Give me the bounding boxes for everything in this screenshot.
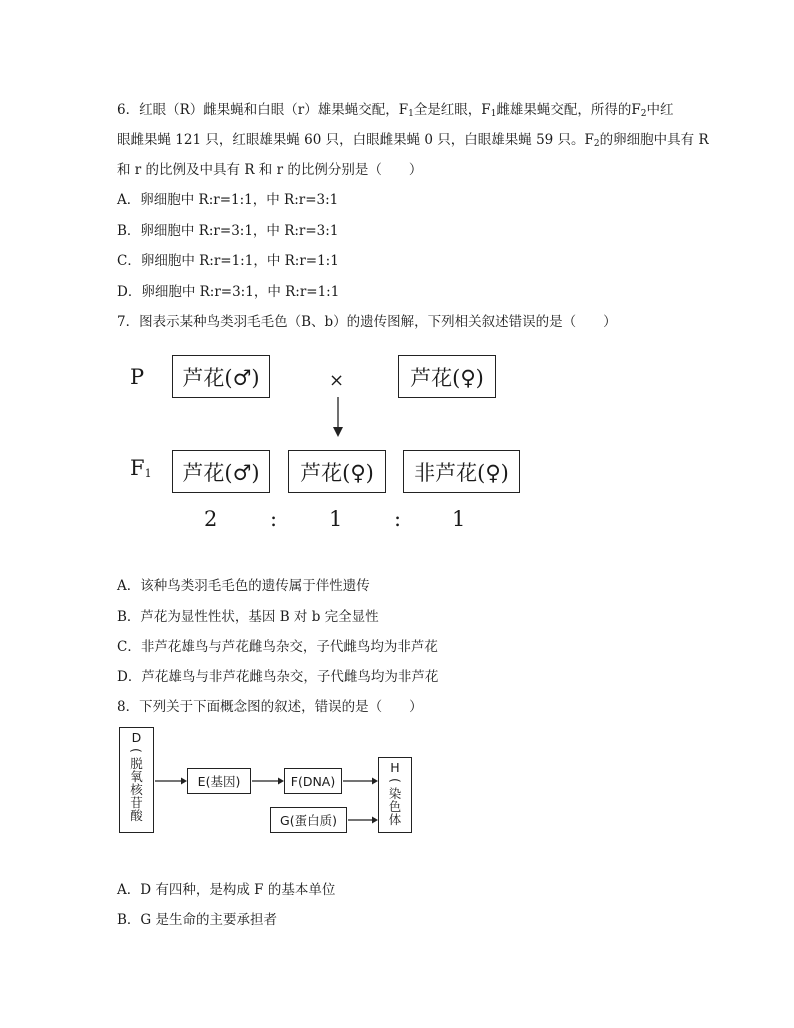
q6-text: 6．红眼（R）雌果蝇和白眼（r）雄果蝇交配，F (117, 102, 409, 118)
q8-stem: 8．下列关于下面概念图的叙述，错误的是（ ） (117, 699, 423, 715)
concept-g-box: G(蛋白质) (270, 807, 347, 833)
char: D (131, 730, 142, 745)
ratio-value-2: 1 (329, 507, 343, 531)
q6-text: 中红 (646, 102, 674, 118)
q7-option-b: B．芦花为显性性状，基因 B 对 b 完全显性 (117, 609, 379, 625)
q6-text: 的卵细胞中具有 R (599, 132, 709, 148)
f1-child-non-barred-female-box: 非芦花(♀) (403, 450, 520, 493)
parent-female-box: 芦花(♀) (398, 355, 496, 398)
char: 酸 (130, 808, 143, 823)
cross-symbol: × (329, 370, 345, 391)
char: 核 (130, 782, 143, 797)
char: 色 (388, 799, 402, 814)
arrow-e-to-f-head (278, 778, 284, 785)
arrow-f-to-h-head (372, 778, 378, 785)
char: ( (128, 748, 144, 753)
q6-text: 雌雄果蝇交配，所得的F (496, 102, 641, 118)
q6-option-b: B．卵细胞中 R:r=3:1，中 R:r=3:1 (117, 223, 339, 239)
char: 染 (388, 786, 402, 801)
q7-option-d: D．芦花雄鸟与非芦花雌鸟杂交，子代雌鸟均为非芦花 (117, 669, 439, 685)
f1-letter: F (130, 456, 145, 480)
q6-option-c: C．卵细胞中 R:r=1:1，中 R:r=1:1 (117, 253, 339, 269)
ratio-colon-2: : (394, 507, 402, 531)
subscript: 1 (144, 467, 152, 480)
char: 脱 (130, 756, 143, 771)
q6-option-d: D．卵细胞中 R:r=3:1，中 R:r=1:1 (117, 284, 340, 300)
f1-child-male-box: 芦花(♂) (172, 450, 270, 493)
q6-text: 眼雌果蝇 121 只，红眼雄果蝇 60 只，白眼雌果蝇 0 只，白眼雄果蝇 59 只。F (117, 132, 594, 148)
parent-male-box: 芦花(♂) (172, 355, 270, 398)
concept-f-box: F(DNA) (284, 768, 342, 794)
q8-option-a: A．D 有四种，是构成 F 的基本单位 (117, 882, 336, 898)
q6-text: 全是红眼，F (413, 102, 491, 118)
p-generation-label: P (130, 365, 145, 389)
q7-option-c: C．非芦花雄鸟与芦花雌鸟杂交，子代雌鸟均为非芦花 (117, 639, 438, 655)
q7-option-a: A．该种鸟类羽毛毛色的遗传属于伴性遗传 (117, 578, 370, 594)
char: 氧 (130, 769, 143, 784)
ratio-value-1: 2 (204, 507, 218, 531)
subscript: 2 (640, 109, 647, 119)
q8-option-b: B．G 是生命的主要承担者 (117, 912, 277, 928)
concept-e-box: E(基因) (187, 768, 251, 794)
char: 体 (388, 812, 402, 827)
ratio-value-3: 1 (452, 507, 466, 531)
q6-option-a: A．卵细胞中 R:r=1:1，中 R:r=3:1 (117, 192, 339, 208)
f1-child-female-box: 芦花(♀) (288, 450, 386, 493)
subscript: 1 (408, 109, 414, 119)
char: ( (387, 778, 403, 783)
arrow-g-to-h-head (372, 817, 378, 824)
arrow-d-to-e-head (181, 778, 187, 785)
q6-stem-line-3: 和 r 的比例及中具有 R 和 r 的比例分别是（ ） (117, 162, 423, 178)
char: 苷 (130, 795, 143, 810)
q7-stem: 7．图表示某种鸟类羽毛毛色（B、b）的遗传图解，下列相关叙述错误的是（ ） (117, 314, 617, 330)
ratio-colon-1: : (270, 507, 278, 531)
char: H (390, 760, 400, 775)
subscript: 1 (490, 109, 497, 119)
subscript: 2 (593, 139, 600, 149)
